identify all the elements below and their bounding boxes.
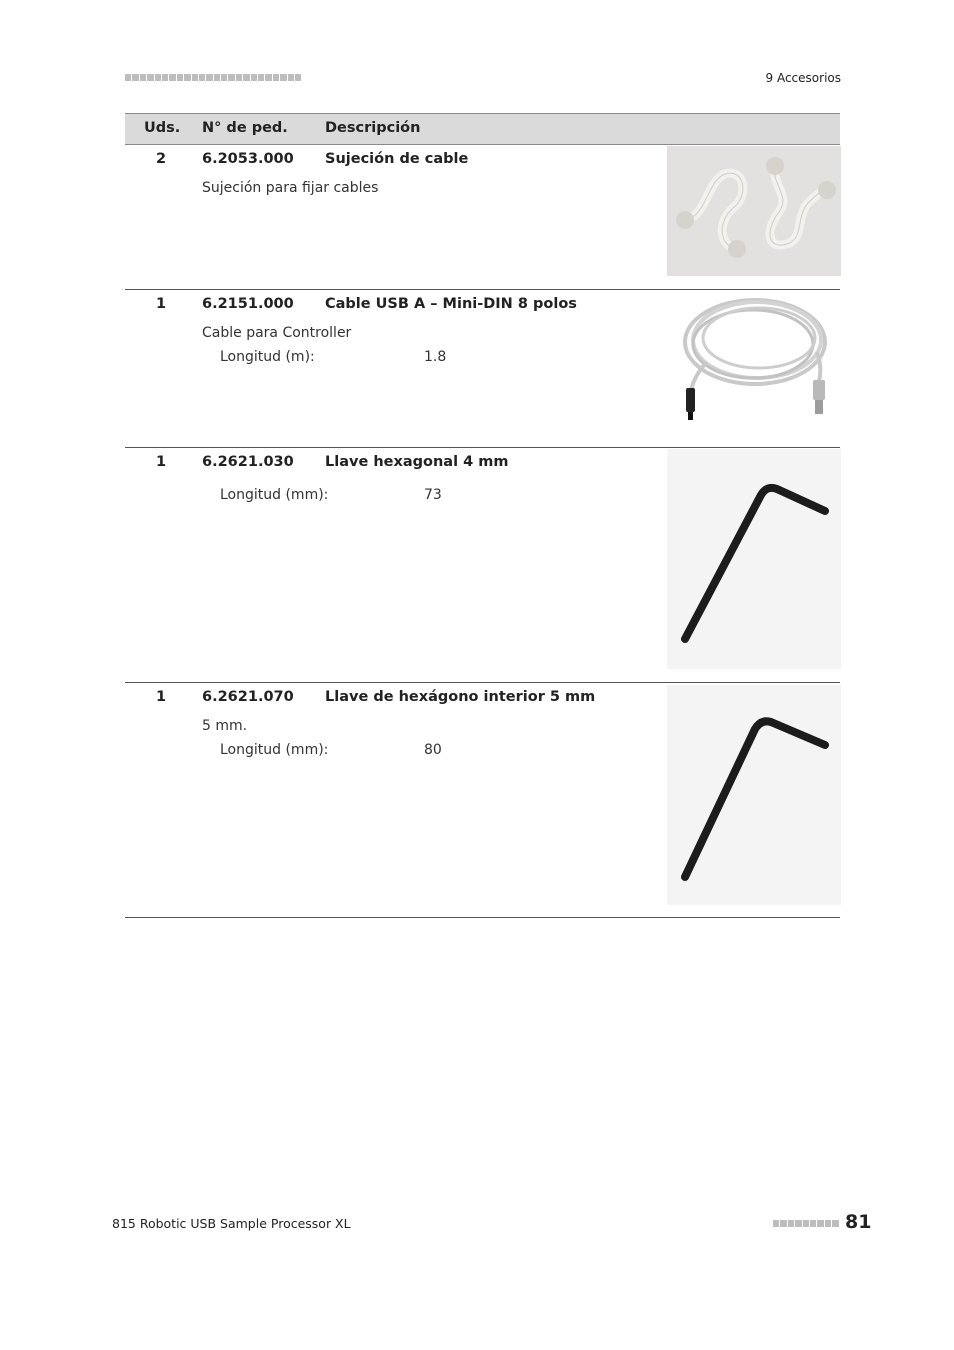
row-name: Llave de hexágono interior 5 mm — [325, 689, 596, 705]
table-row — [125, 683, 840, 918]
table-header — [125, 113, 840, 145]
row-qty: 1 — [156, 689, 167, 705]
spec-value: 73 — [424, 487, 442, 503]
table-row — [125, 145, 840, 290]
row-order-number: 6.2621.030 — [202, 454, 294, 470]
row-name: Cable USB A – Mini-DIN 8 polos — [325, 296, 577, 312]
spec-label: Longitud (m): — [220, 349, 315, 365]
hex-key-photo — [667, 685, 841, 905]
spec-value: 80 — [424, 742, 442, 758]
column-header-qty: Uds. — [144, 120, 181, 136]
row-description: 5 mm. — [202, 718, 248, 734]
footer-decoration — [773, 1220, 839, 1227]
row-order-number: 6.2053.000 — [202, 151, 294, 167]
table-row — [125, 290, 840, 448]
chapter-title: 9 Accesorios — [765, 71, 841, 85]
row-qty: 2 — [156, 151, 167, 167]
row-order-number: 6.2151.000 — [202, 296, 294, 312]
table-row — [125, 448, 840, 683]
row-name: Sujeción de cable — [325, 151, 469, 167]
accessories-table — [125, 113, 840, 918]
row-description: Sujeción para fijar cables — [202, 180, 379, 196]
cable-clip-photo — [667, 146, 841, 276]
hex-key-photo — [667, 449, 841, 669]
product-name: 815 Robotic USB Sample Processor XL — [112, 1216, 351, 1231]
header-decoration — [125, 74, 301, 81]
spec-label: Longitud (mm): — [220, 742, 329, 758]
row-order-number: 6.2621.070 — [202, 689, 294, 705]
row-description: Cable para Controller — [202, 325, 352, 341]
row-name: Llave hexagonal 4 mm — [325, 454, 509, 470]
column-header-order: N° de ped. — [202, 120, 288, 136]
usb-cable-photo — [667, 292, 841, 432]
row-qty: 1 — [156, 454, 167, 470]
page-number: 81 — [845, 1211, 872, 1233]
spec-value: 1.8 — [424, 349, 447, 365]
column-header-description: Descripción — [325, 120, 421, 136]
spec-label: Longitud (mm): — [220, 487, 329, 503]
row-qty: 1 — [156, 296, 167, 312]
